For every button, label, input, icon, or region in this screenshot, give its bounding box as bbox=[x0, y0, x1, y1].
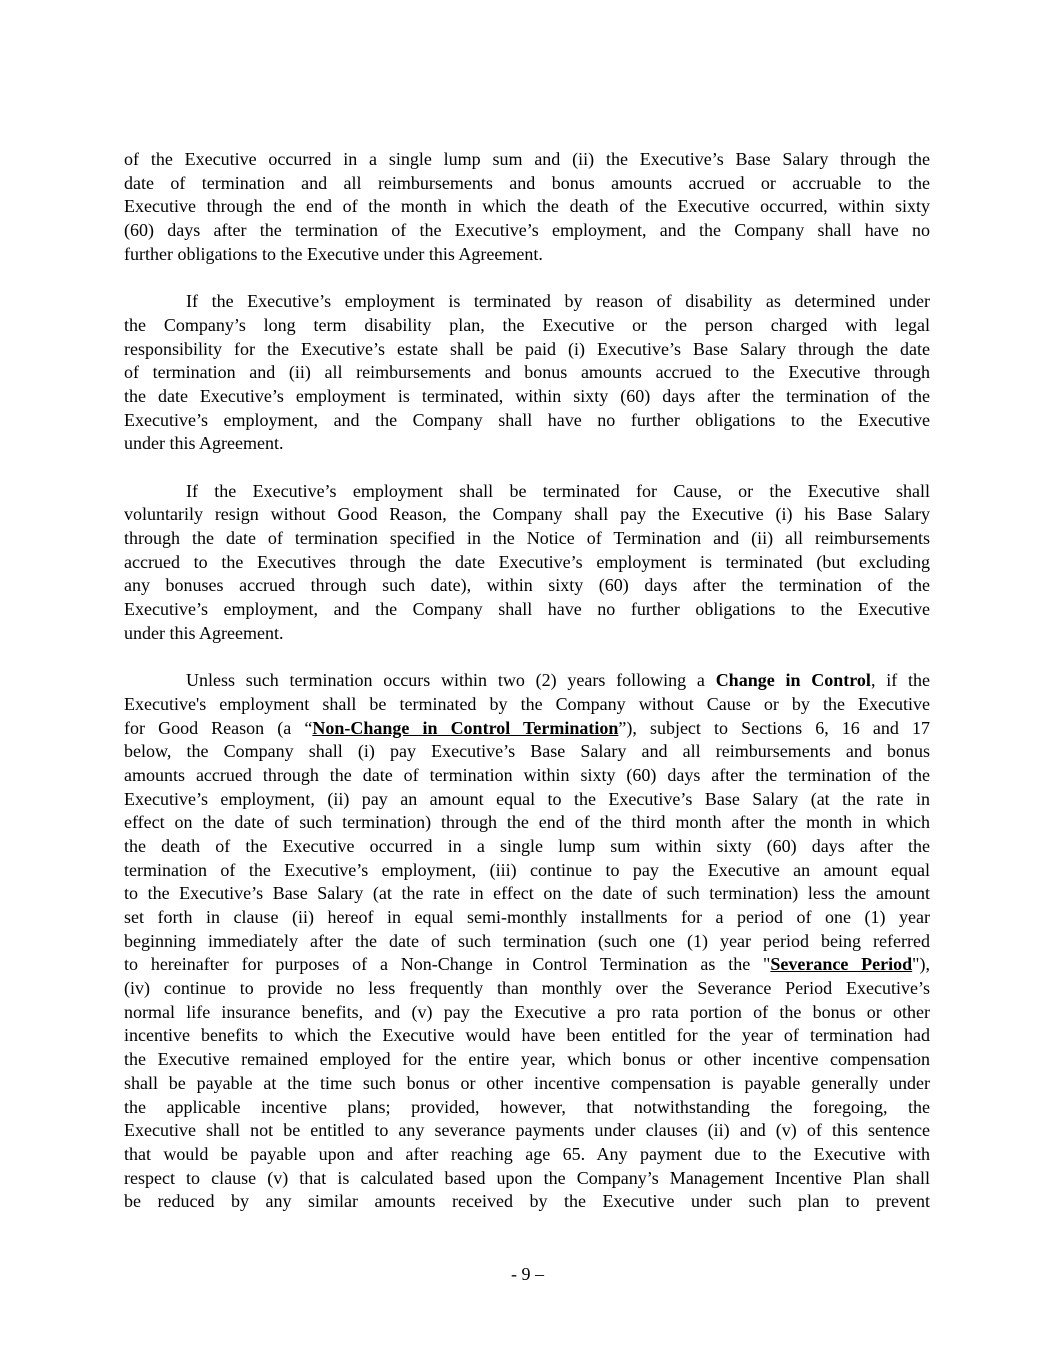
text-line bbox=[124, 977, 930, 1001]
text-run: under this Agreement. bbox=[124, 433, 284, 454]
page-number: - 9 – bbox=[511, 1264, 544, 1284]
text-run: If the Executive’s employment shall be terminated for Cause, or the Executive shall bbox=[186, 480, 930, 501]
text-line bbox=[124, 669, 930, 693]
text-line bbox=[124, 859, 930, 883]
text-run: normal life insurance benefits, and (v) pay the Executive a pro rata portion of the bonus or other bbox=[124, 1001, 930, 1022]
text-run: respect to clause (v) that is calculated based upon the Company’s Management Incentive Plan shall bbox=[124, 1167, 930, 1188]
text-line bbox=[124, 243, 930, 267]
text-run: Executive shall not be entitled to any severance payments under clauses (ii) and (v) of this sentence bbox=[124, 1120, 930, 1141]
document-body bbox=[124, 148, 930, 1238]
text-run: below, the Company shall (i) pay Executive’s Base Salary and all reimbursements and bonus bbox=[124, 741, 930, 762]
text-line bbox=[124, 361, 930, 385]
text-run: to hereinafter for purposes of a Non-Change in Control Termination as the " bbox=[124, 954, 771, 975]
text-line bbox=[124, 835, 930, 859]
text-line bbox=[124, 882, 930, 906]
text-run: responsibility for the Executive’s estate shall be paid (i) Executive’s Base Salary through the date bbox=[124, 338, 930, 359]
text-run: any bonuses accrued through such date), within sixty (60) days after the termination of the bbox=[124, 575, 930, 596]
text-line bbox=[124, 1167, 930, 1191]
defined-term: Severance Period bbox=[770, 954, 913, 975]
text-run: effect on the date of such termination) through the end of the third month after the month in which bbox=[124, 812, 930, 833]
text-run: (iv) continue to provide no less frequently than monthly over the Severance Period Executive’s bbox=[124, 978, 930, 999]
text-line bbox=[124, 219, 930, 243]
text-run: (60) days after the termination of the Executive’s employment, and the Company shall have no bbox=[124, 220, 930, 241]
text-run: Executive's employment shall be terminated by the Company without Cause or by the Executive bbox=[124, 693, 930, 714]
paragraph bbox=[124, 480, 930, 646]
text-run: Executive’s employment, and the Company shall have no further obligations to the Executive bbox=[124, 409, 930, 430]
text-line bbox=[124, 551, 930, 575]
paragraph bbox=[124, 290, 930, 456]
text-line bbox=[124, 1190, 930, 1214]
text-run: voluntarily resign without Good Reason, the Company shall pay the Executive (i) his Base Salary bbox=[124, 504, 930, 525]
text-run: be reduced by any similar amounts received by the Executive under such plan to prevent bbox=[124, 1191, 930, 1212]
text-run: ”), subject to Sections 6, 16 and 17 bbox=[618, 717, 930, 738]
text-run: Executive’s employment, (ii) pay an amount equal to the Executive’s Base Salary (at the rate in bbox=[124, 788, 930, 809]
text-line bbox=[124, 195, 930, 219]
text-run: Unless such termination occurs within two (2) years following a bbox=[186, 670, 716, 691]
text-run: Executive’s employment, and the Company shall have no further obligations to the Executive bbox=[124, 599, 930, 620]
text-line bbox=[124, 693, 930, 717]
text-line bbox=[124, 788, 930, 812]
text-line bbox=[124, 1024, 930, 1048]
text-line bbox=[124, 1048, 930, 1072]
text-run: date of termination and all reimbursements and bonus amounts accrued or accruable to the bbox=[124, 172, 930, 193]
text-run: set forth in clause (ii) hereof in equal semi-monthly installments for a period of one (1) year bbox=[124, 907, 930, 927]
text-run: accrued to the Executives through the date Executive’s employment is terminated (but excluding bbox=[124, 551, 930, 572]
text-line bbox=[124, 1119, 930, 1143]
text-run: termination of the Executive’s employment, (iii) continue to pay the Executive an amount equal bbox=[124, 859, 930, 880]
text-run: incentive benefits to which the Executive would have been entitled for the year of termination had bbox=[124, 1025, 930, 1046]
text-run: the Executive remained employed for the entire year, which bonus or other incentive compensation bbox=[124, 1049, 930, 1070]
text-line bbox=[124, 717, 930, 741]
text-run: further obligations to the Executive under this Agreement. bbox=[124, 243, 543, 264]
text-line bbox=[124, 385, 930, 409]
text-line bbox=[124, 480, 930, 504]
text-line bbox=[124, 432, 930, 456]
text-line bbox=[124, 290, 930, 314]
text-line bbox=[124, 764, 930, 788]
text-run: under this Agreement. bbox=[124, 622, 284, 643]
text-line bbox=[124, 314, 930, 338]
text-line bbox=[124, 148, 930, 172]
text-run: to the Executive’s Base Salary (at the rate in effect on the date of such termination) less the amount bbox=[124, 883, 930, 904]
defined-term: Change in Control bbox=[715, 670, 871, 691]
text-line bbox=[124, 906, 930, 930]
text-run: for Good Reason (a “ bbox=[124, 717, 313, 738]
text-run: Executive through the end of the month in which the death of the Executive occurred, within sixty bbox=[124, 196, 930, 217]
text-run: , if the bbox=[870, 670, 930, 691]
text-run: beginning immediately after the date of such termination (such one (1) year period being referred bbox=[124, 930, 930, 951]
text-line bbox=[124, 1143, 930, 1167]
text-line bbox=[124, 930, 930, 954]
text-run: the applicable incentive plans; provided, however, that notwithstanding the foregoing, the bbox=[124, 1096, 930, 1117]
text-line bbox=[124, 1072, 930, 1096]
text-run: that would be payable upon and after reaching age 65. Any payment due to the Executive with bbox=[124, 1143, 930, 1164]
text-line bbox=[124, 338, 930, 362]
text-run: through the date of termination specified in the Notice of Termination and (ii) all reimbursements bbox=[124, 528, 930, 548]
text-line bbox=[124, 811, 930, 835]
text-run: of the Executive occurred in a single lump sum and (ii) the Executive’s Base Salary through the bbox=[124, 149, 930, 169]
text-line bbox=[124, 172, 930, 196]
text-line bbox=[124, 527, 930, 551]
text-run: the death of the Executive occurred in a single lump sum within sixty (60) days after the bbox=[124, 835, 930, 856]
text-line bbox=[124, 740, 930, 764]
paragraph bbox=[124, 669, 930, 1214]
text-line bbox=[124, 1096, 930, 1120]
text-line bbox=[124, 953, 930, 977]
text-run: amounts accrued through the date of termination within sixty (60) days after the termination of the bbox=[124, 764, 930, 785]
text-run: of termination and (ii) all reimbursements and bonus amounts accrued to the Executive through bbox=[124, 362, 930, 383]
text-run: "), bbox=[912, 954, 931, 975]
defined-term: Non-Change in Control Termination bbox=[312, 717, 619, 738]
text-line bbox=[124, 503, 930, 527]
text-run: the date Executive’s employment is terminated, within sixty (60) days after the termination of the bbox=[124, 385, 930, 406]
text-run: If the Executive’s employment is terminated by reason of disability as determined under bbox=[186, 291, 930, 312]
text-line bbox=[124, 574, 930, 598]
text-run: shall be payable at the time such bonus or other incentive compensation is payable generally under bbox=[124, 1072, 930, 1093]
paragraph bbox=[124, 148, 930, 266]
text-line bbox=[124, 409, 930, 433]
text-line bbox=[124, 1001, 930, 1025]
text-line bbox=[124, 598, 930, 622]
text-run: the Company’s long term disability plan, the Executive or the person charged with legal bbox=[124, 314, 930, 335]
text-line bbox=[124, 622, 930, 646]
